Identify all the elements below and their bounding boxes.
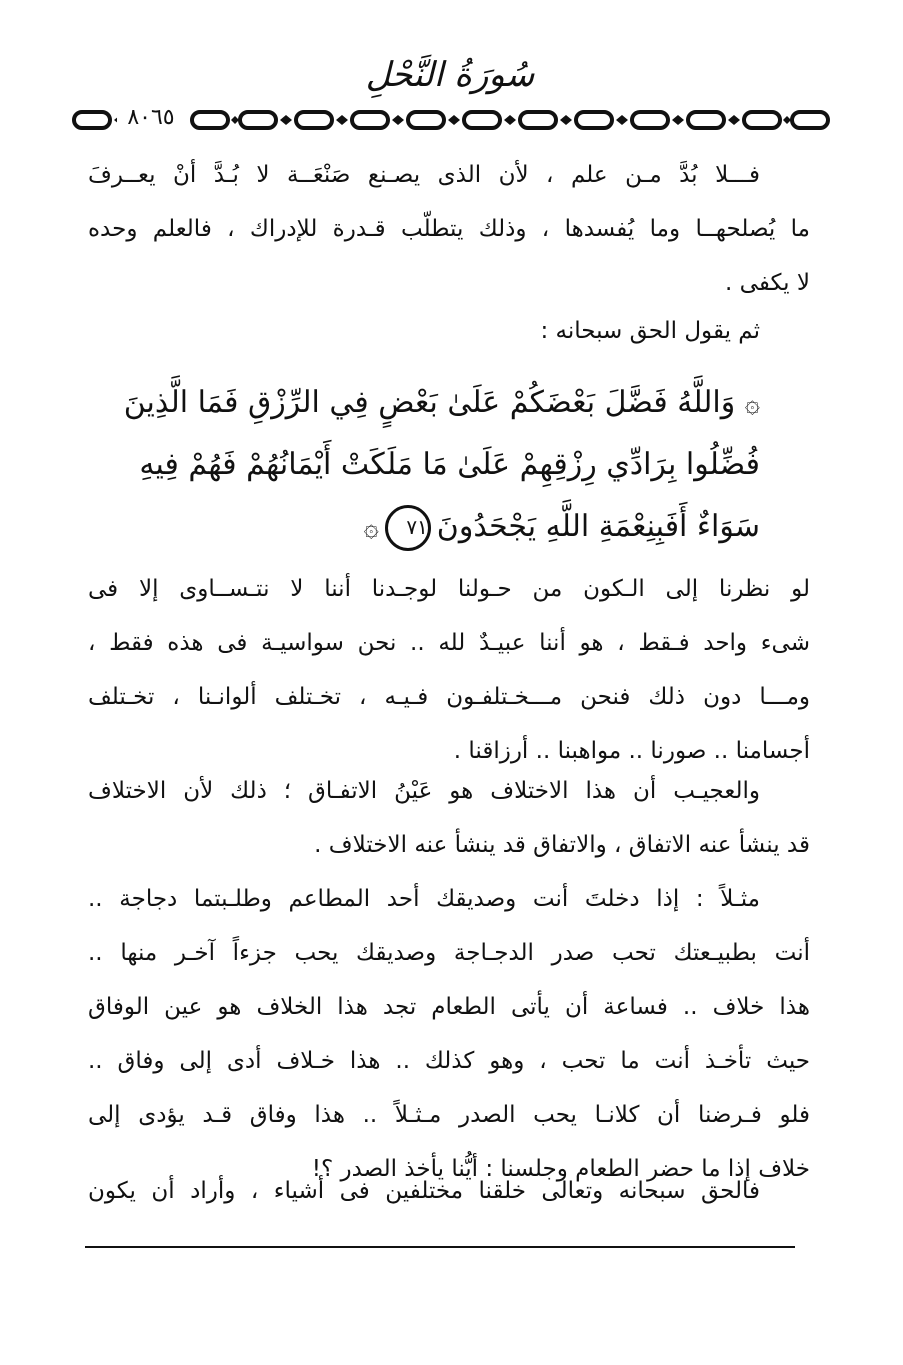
text-line: مثـلاً : إذا دخلتَ أنت وصديقك أحد المطاعم وطلـبتما دجاجة .. [88, 886, 760, 912]
surah-title: سُورَةُ النَّحْلِ [365, 55, 535, 95]
paragraph-3 [88, 764, 810, 872]
text-line: لا يكفى . [725, 270, 810, 296]
text-line: ومـــا دون ذلك فنحن مـــخـتلفـون فـيـه ، تخـتلف ألوانـنا ، تخـتلف [88, 684, 810, 710]
text-line: لو نظرنا إلى الـكون من حـولنا لوجـدنا أننا لا نتـســاوى إلا فى [88, 576, 810, 602]
paragraph-5 [88, 1164, 810, 1218]
verse-line [123, 372, 760, 434]
text-line: قد ينشأ عنه الاتفاق ، والاتفاق قد ينشأ عنه الاختلاف . [314, 832, 810, 858]
text-line: فالحق سبحانه وتعالى خلقنا مختلفين فى أشياء ، وأراد أن يكون [88, 1178, 760, 1204]
text-line: خلاف إذا ما حضر الطعام وجلسنا : أيُّنا يأخذ الصدر ؟! [311, 1156, 810, 1182]
verse-line: فُضِّلُوا بِرَادِّي رِزْقِهِمْ عَلَىٰ مَا مَلَكَتْ أَيْمَانُهُمْ فَهُمْ فِيهِ [139, 447, 760, 482]
paragraph-2 [88, 562, 810, 778]
page-number: ٨٠٦٥ [117, 100, 185, 136]
text-line: أنت بطبيـعتك تحب صدر الدجـاجة وصديقك يحب جزءاً آخـر منها .. [88, 940, 810, 966]
paragraph-4 [88, 872, 810, 1196]
verse-intro [88, 304, 810, 358]
text-line: ما يُصلحهــا وما يُفسدها ، وذلك يتطلّب قـدرة للإدراك ، فالعلم وحده [88, 216, 810, 242]
verse-text: وَاللَّهُ فَضَّلَ بَعْضَكُمْ عَلَىٰ بَعْضٍ فِي الرِّزْقِ فَمَا الَّذِينَ [123, 385, 736, 420]
text-line: أجسامنا .. صورنا .. مواهبنا .. أرزاقنا . [453, 738, 810, 764]
text-line: ثم يقول الحق سبحانه : [540, 318, 760, 344]
paragraph-1 [88, 148, 810, 310]
text-line: هذا خلاف .. فساعة أن يأتى الطعام تجد هذا الخلاف هو عين الوفاق [88, 994, 810, 1020]
text-line: فلو فـرضنا أن كلانـا يحب الصدر مـثـلاً .. هذا وفاق قـد يؤدى إلى [88, 1102, 810, 1128]
footer-divider [85, 1246, 795, 1248]
text-line: فـــلا بُدَّ مـن علم ، لأن الذى يصـنع صَنْعَــة لا بُـدَّ أنْ يعــرفَ [88, 162, 760, 188]
text-line: حيث تأخـذ أنت ما تحب ، وهو كذلك .. هذا خـلاف أدى إلى وفاق .. [88, 1048, 810, 1074]
verse-text: سَوَاءٌ أَفَبِنِعْمَةِ اللَّهِ يَجْحَدُونَ [436, 509, 760, 544]
quran-verse [123, 372, 760, 558]
ayah-number: ٧١ [385, 505, 431, 551]
verse-close-ornament-icon: ۞ [363, 513, 379, 543]
text-line: والعجيـب أن هذا الاختلاف هو عَيْنُ الاتفـاق ؛ ذلك لأن الاختلاف [88, 778, 760, 804]
verse-line [140, 496, 760, 558]
text-line: شىء واحد فـقط ، هو أننا عبيـدٌ لله .. نحن سواسيـة فى هذه فقط ، [88, 630, 810, 656]
verse-open-ornament-icon: ۞ [744, 389, 760, 419]
